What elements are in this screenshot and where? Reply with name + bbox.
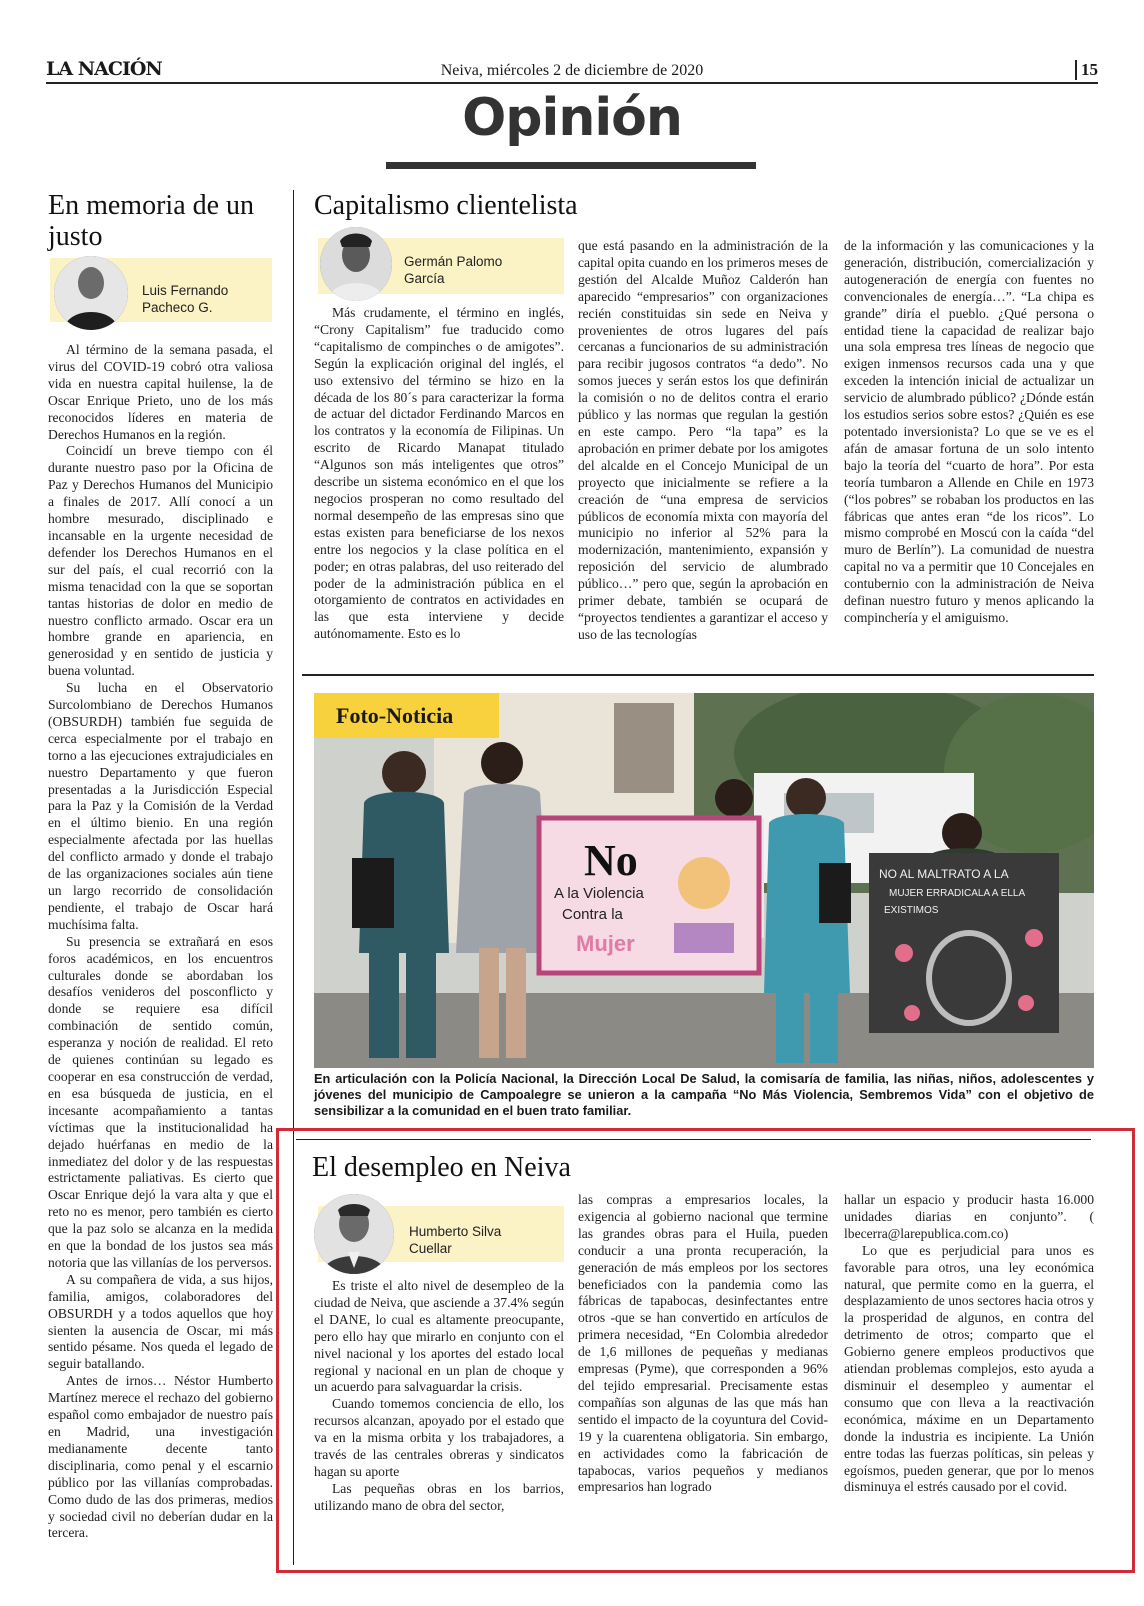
author-name-capitalismo: Germán Palomo García bbox=[404, 254, 503, 286]
article-body-memoria bbox=[48, 342, 273, 1542]
person-portrait-icon bbox=[54, 256, 128, 330]
sign-left-line: A la Violencia bbox=[554, 885, 644, 902]
paragraph: Antes de irnos… Néstor Humberto Martínez merece el rechazo del gobierno español como embajador de nuestro país en Madrid, una investigación medianamente decente tanto disciplinaria, como penal y el escarnio público por las villanías comprobadas. Como dudo de las dos primeras, medios y sociedad civil no deberían dudar en la tercera. bbox=[48, 1373, 273, 1541]
sign-left-line: Mujer bbox=[576, 931, 635, 956]
newspaper-logo: LA NACIÓN bbox=[46, 58, 162, 80]
person-portrait-icon bbox=[320, 227, 392, 301]
paragraph: Lo que es perjudicial para unos es favorable para otros, una ley económica natural, que permite como en la guerra, el desplazamiento de unos sectores hacia otros y la prosperidad de algunos, en contra del detrimento de otros; comparto que el Gobierno genere empleos productivos que atiendan problemas complejos, esto ayuda a disminuir el desempleo y aumentar el consumo que con lleva a la reactivación económica, máxime en un Departamento donde la industria es incipiente. La Unión entre todas las fuerzas políticas, sin peleas y egoísmos, pueden generar, que por lo menos disminuya el estrés causado por el covid. bbox=[844, 1242, 1094, 1495]
paragraph: Más crudamente, el término en inglés, “Crony Capitalism” fue traducido como “capitalismo de compinches o de amigotes”. Según la explicación original del inglés, el uso extensivo del término se hizo en la década de los 80´s para caracterizar la forma de actuar del dictador Ferdinando Marcos en los contratos y la economía de Filipinas. Un escrito de Ricardo Manapat titulado “Algunos son más inteligentes que otros” describe un sistema económico en el que los negocios prosperan no como resultado del normal desempeño de las empresas sino que estas existen para beneficiarse de los nexos entre los negocios y la clase política en el poder; en otras palabras, del uso reiterado del poder de la administración pública en el otorgamiento de contratos en actividades en las que esta interviene y decide autónomamente. Esto es lo bbox=[314, 305, 564, 642]
article-body-capitalismo-col3 bbox=[844, 238, 1094, 627]
sign-right-line: EXISTIMOS bbox=[884, 905, 939, 916]
paragraph: Cuando tomemos conciencia de ello, los recursos alcanzan, apoyado por el estado que va en la misma orbita y los trabajadores, a través de las centrales obreras y sindicatos hagan su aporte bbox=[314, 1396, 564, 1479]
article-body-desempleo-col1 bbox=[314, 1278, 564, 1515]
paragraph: Coincidí un breve tiempo con él durante nuestro paso por la Oficina de Paz y Derechos Humanos del Municipio a finales de 2017. Allí conocí a un hombre mesurado, disciplinado e incansable en la urgente necesidad de defender los Derechos Humanos en el sur del país, el cual recorrió con la misma tenacidad con la que se soportan tantas historias de dolor en medio de nuestro conflicto armado. Oscar era un hombre grande en apariencia, en generosidad y en sentido de justicia y buena voluntad. bbox=[48, 443, 273, 679]
article-body-capitalismo-col1 bbox=[314, 305, 564, 643]
page-number: 15 bbox=[1075, 60, 1098, 80]
headline-memoria: En memoria de un justo bbox=[48, 190, 255, 252]
sign-right-line: NO AL MALTRATO A LA bbox=[879, 867, 1009, 881]
article-body-desempleo-col2 bbox=[578, 1192, 828, 1496]
author-photo-memoria bbox=[54, 256, 128, 330]
sign-left-line: No bbox=[584, 836, 638, 885]
divider-capitalismo-bottom bbox=[302, 674, 1094, 676]
sign-right-line: MUJER ERRADICALA A ELLA bbox=[889, 888, 1026, 899]
paragraph: Su presencia se extrañará en esos foros académicos, en los encuentros culturales donde se abordaban los desafíos venideros del posconflicto y donde se requiere esa difícil combinación de sentido común, esperanza y noción de realidad. El reto de quienes continúan su legado es cooperar en esa construcción de verdad, en esa búsqueda de justicia, en el incesante acompañamiento a tantas víctimas que la institucionalidad ha dejado huérfanas en medio de la inmediatez del dolor y de las respuestas estrictamente paliativas. Es cierto que Oscar Enrique dejó la vara alta y que el reto no es menor, pero también es cierto que la paz solo se alcanza en la medida en que la bondad de los justos sea más notoria que las villanías de los perversos. bbox=[48, 933, 273, 1270]
section-title-underline bbox=[386, 162, 756, 169]
campaign-photo-illustration bbox=[314, 693, 1094, 1068]
paragraph: Es triste el alto nivel de desempleo de la ciudad de Neiva, que asciende a 37.4% según el DANE, lo cual es altamente preocupante, pero ello hay que mirarlo en conjunto con el nivel nacional y los aportes del estado local regional y nacional en un plan de choque y un acuerdo para salvaguardar la crisis. bbox=[314, 1278, 564, 1395]
paragraph: las compras a empresarios locales, la exigencia al gobierno nacional que termine las grandes obras para el Huila, pueden conducir a una pronta recuperación, la generación de más empleos por los sectores beneficiados con la pandemia como las fábricas de tapabocas, desinfectantes entre otros -que se han convertido en artículos de primera necesidad, “En Colombia alrededor de 1,6 millones de pequeñas y medianas empresas (Pyme), que corresponden a 96% del tejido empresarial. Precisamente estas compañías son algunas de las que más han sentido el impacto de la coyuntura del Covid-19 y la cuarentena obligatoria. Sin embargo, en actividades como la fabricación de tapabocas, varios pequeños y medianos empresarios han logrado bbox=[578, 1192, 828, 1495]
paragraph: hallar un espacio y producir hasta 16.000 unidades diarias en conjunto”. ( lbecerra@larepublica.com.co) bbox=[844, 1192, 1094, 1241]
article-body-desempleo-col3 bbox=[844, 1192, 1094, 1496]
person-portrait-icon bbox=[314, 1194, 394, 1274]
author-name-memoria: Luis Fernando Pacheco G. bbox=[142, 283, 229, 315]
paragraph: Las pequeñas obras en los barrios, utilizando mano de obra del sector, bbox=[314, 1480, 564, 1513]
headline-desempleo: El desempleo en Neiva bbox=[312, 1152, 571, 1183]
paragraph: que está pasando en la administración de la capital opita cuando en los primeros meses de gestión del Alcalde Muñoz Calderón han aparecido “empresarios” con organizaciones recién constituidas sin sede en Neiva y provenientes de otros lugares del país cercanas a funcionarios de su administración para recibir jugosos contratos “a dedo”. No somos jueces y serán estos los que definirán la comisión o no de delitos contra el erario público y las normas que regulan la gestión en este campo. Pero “la tapa” es la aprobación en primer debate por los amigotes del alcalde en el Concejo Municipal de un proyecto que inicialmente se refiere a la creación de “una empresa de servicios públicos de economía mixta con mayoría del municipio no inferior al 52% para la modernización, mantenimiento, expansión y reposición del servicio de alumbrado público…” pero que, según la aprobación en primer debate, también se ocupará de “proyectos tendientes a garantizar el acceso y uso de las tecnologías bbox=[578, 238, 828, 642]
news-photo bbox=[314, 693, 1094, 1068]
paragraph: Su lucha en el Observatorio Surcolombiano de Derechos Humanos (OBSURDH) también fue seguida de cerca especialmente por el trabajo en torno a las ejecuciones extrajudiciales en nuestro Departamento y que fueron presentadas a la Jurisdicción Especial para la Paz y la Comisión de la Verdad en el último bienio. En una región especialmente afectada por las huellas del conflicto armado y donde el trabajo de las organizaciones sociales aún tiene un largo recorrido de consolidación pendiente, el trabajo de Oscar hará muchísima falta. bbox=[48, 680, 273, 932]
author-photo-desempleo bbox=[314, 1194, 394, 1274]
article-body-capitalismo-col2 bbox=[578, 238, 828, 644]
section-title: Opinión bbox=[462, 88, 682, 148]
author-name-desempleo: Humberto Silva Cuellar bbox=[409, 1224, 502, 1256]
page-header bbox=[46, 58, 1098, 84]
dateline: Neiva, miércoles 2 de diciembre de 2020 bbox=[440, 62, 704, 79]
foto-noticia-label: Foto-Noticia bbox=[314, 693, 499, 738]
photo-caption: En articulación con la Policía Nacional, la Dirección Local De Salud, la comisaría de familia, las niñas, niños, adolescentes y jóvenes del municipio de Campoalegre se unieron a la campaña “No Más Violencia, Sembremos Vida” con el objetivo de sensibilizar a la comunidad en el buen trato familiar. bbox=[314, 1071, 1094, 1118]
paragraph: de la información y las comunicaciones y la generación, distribución, comercialización y autogeneración de energía con fuentes no convencionales de energía…”. “La chipa es grande” diría el pueblo. ¿Qué persona o entidad tiene la capacidad de realizar bajo una sola empresa tres líneas de negocio que exigen inmensos recursos cada una y que exceden la intención inicial de actualizar un servicio de alumbrado público? ¿Dónde están los estudios serios sobre estos? ¿Quién es ese potentado inversionista? Lo que se ve es el afán de amasar fortuna de un solo intento bajo la teoría del “cuarto de hora”. Por esta teoría tumbaron a Allende en Chile en 1973 (“los pobres” se robaban los productos en las fábricas que antes eran “de los ricos”. Lo mismo comprobé en Moscú con la caída “del muro de Berlín”). La comunidad de nuestra capital no va a permitir que 10 Concejales en contubernio con la administración de Neiva definan nuestro futuro y menos aplicando la compinchería y el amiguismo. bbox=[844, 238, 1094, 625]
sign-left-line: Contra la bbox=[562, 906, 623, 923]
paragraph: A su compañera de vida, a sus hijos, familia, amigos, colaboradores del OBSURDH y a todos aquellos que hoy sienten la ausencia de Oscar, mi más sentido pésame. Nos queda el legado de seguir batallando. bbox=[48, 1271, 273, 1372]
author-photo-capitalismo bbox=[320, 227, 392, 301]
paragraph: Al término de la semana pasada, el virus del COVID-19 cobró otra valiosa vida en nuestra capital huilense, la de Oscar Enrique Prieto, uno de los más reconocidos líderes en materia de Derechos Humanos en la región. bbox=[48, 342, 273, 442]
headline-capitalismo: Capitalismo clientelista bbox=[314, 190, 578, 221]
